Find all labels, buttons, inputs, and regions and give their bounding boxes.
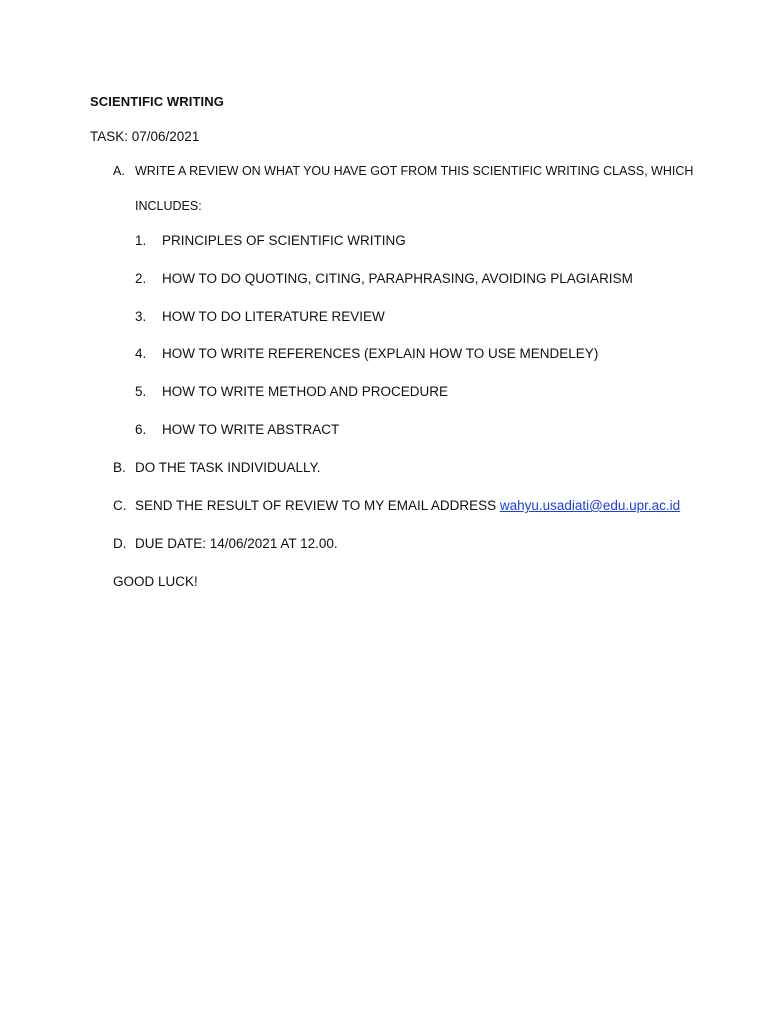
subitem-1-text: PRINCIPLES OF SCIENTIFIC WRITING: [162, 233, 406, 248]
item-b-marker: B.: [113, 460, 126, 475]
item-a-text-line1: WRITE A REVIEW ON WHAT YOU HAVE GOT FROM THIS SCIENTIFIC WRITING CLASS, WHICH: [135, 164, 694, 178]
item-a-marker: A.: [113, 164, 125, 178]
subitem-5-text: HOW TO WRITE METHOD AND PROCEDURE: [162, 384, 449, 399]
subitem-6-marker: 6.: [135, 422, 147, 437]
email-link[interactable]: wahyu.usadiati@edu.upr.ac.id: [499, 498, 681, 513]
task-date: TASK: 07/06/2021: [90, 129, 200, 144]
item-a-text-line2: INCLUDES:: [135, 199, 202, 213]
subitem-3-text: HOW TO DO LITERATURE REVIEW: [162, 309, 385, 324]
item-b-text: DO THE TASK INDIVIDUALLY.: [135, 460, 321, 475]
subitem-2-text: HOW TO DO QUOTING, CITING, PARAPHRASING, AVOIDING PLAGIARISM: [162, 271, 633, 286]
document-title: SCIENTIFIC WRITING: [90, 94, 224, 109]
subitem-1-marker: 1.: [135, 233, 147, 248]
subitem-2-marker: 2.: [135, 271, 147, 286]
subitem-3-marker: 3.: [135, 309, 147, 324]
item-c-marker: C.: [113, 498, 127, 513]
closing-text: GOOD LUCK!: [113, 574, 198, 589]
subitem-4-text: HOW TO WRITE REFERENCES (EXPLAIN HOW TO USE MENDELEY): [162, 346, 599, 361]
subitem-5-marker: 5.: [135, 384, 147, 399]
item-d-marker: D.: [113, 536, 127, 551]
item-c-line: [135, 498, 680, 513]
subitem-4-marker: 4.: [135, 346, 147, 361]
item-c-text: SEND THE RESULT OF REVIEW TO MY EMAIL ADDRESS: [135, 498, 500, 513]
subitem-6-text: HOW TO WRITE ABSTRACT: [162, 422, 340, 437]
item-d-text: DUE DATE: 14/06/2021 AT 12.00.: [135, 536, 338, 551]
